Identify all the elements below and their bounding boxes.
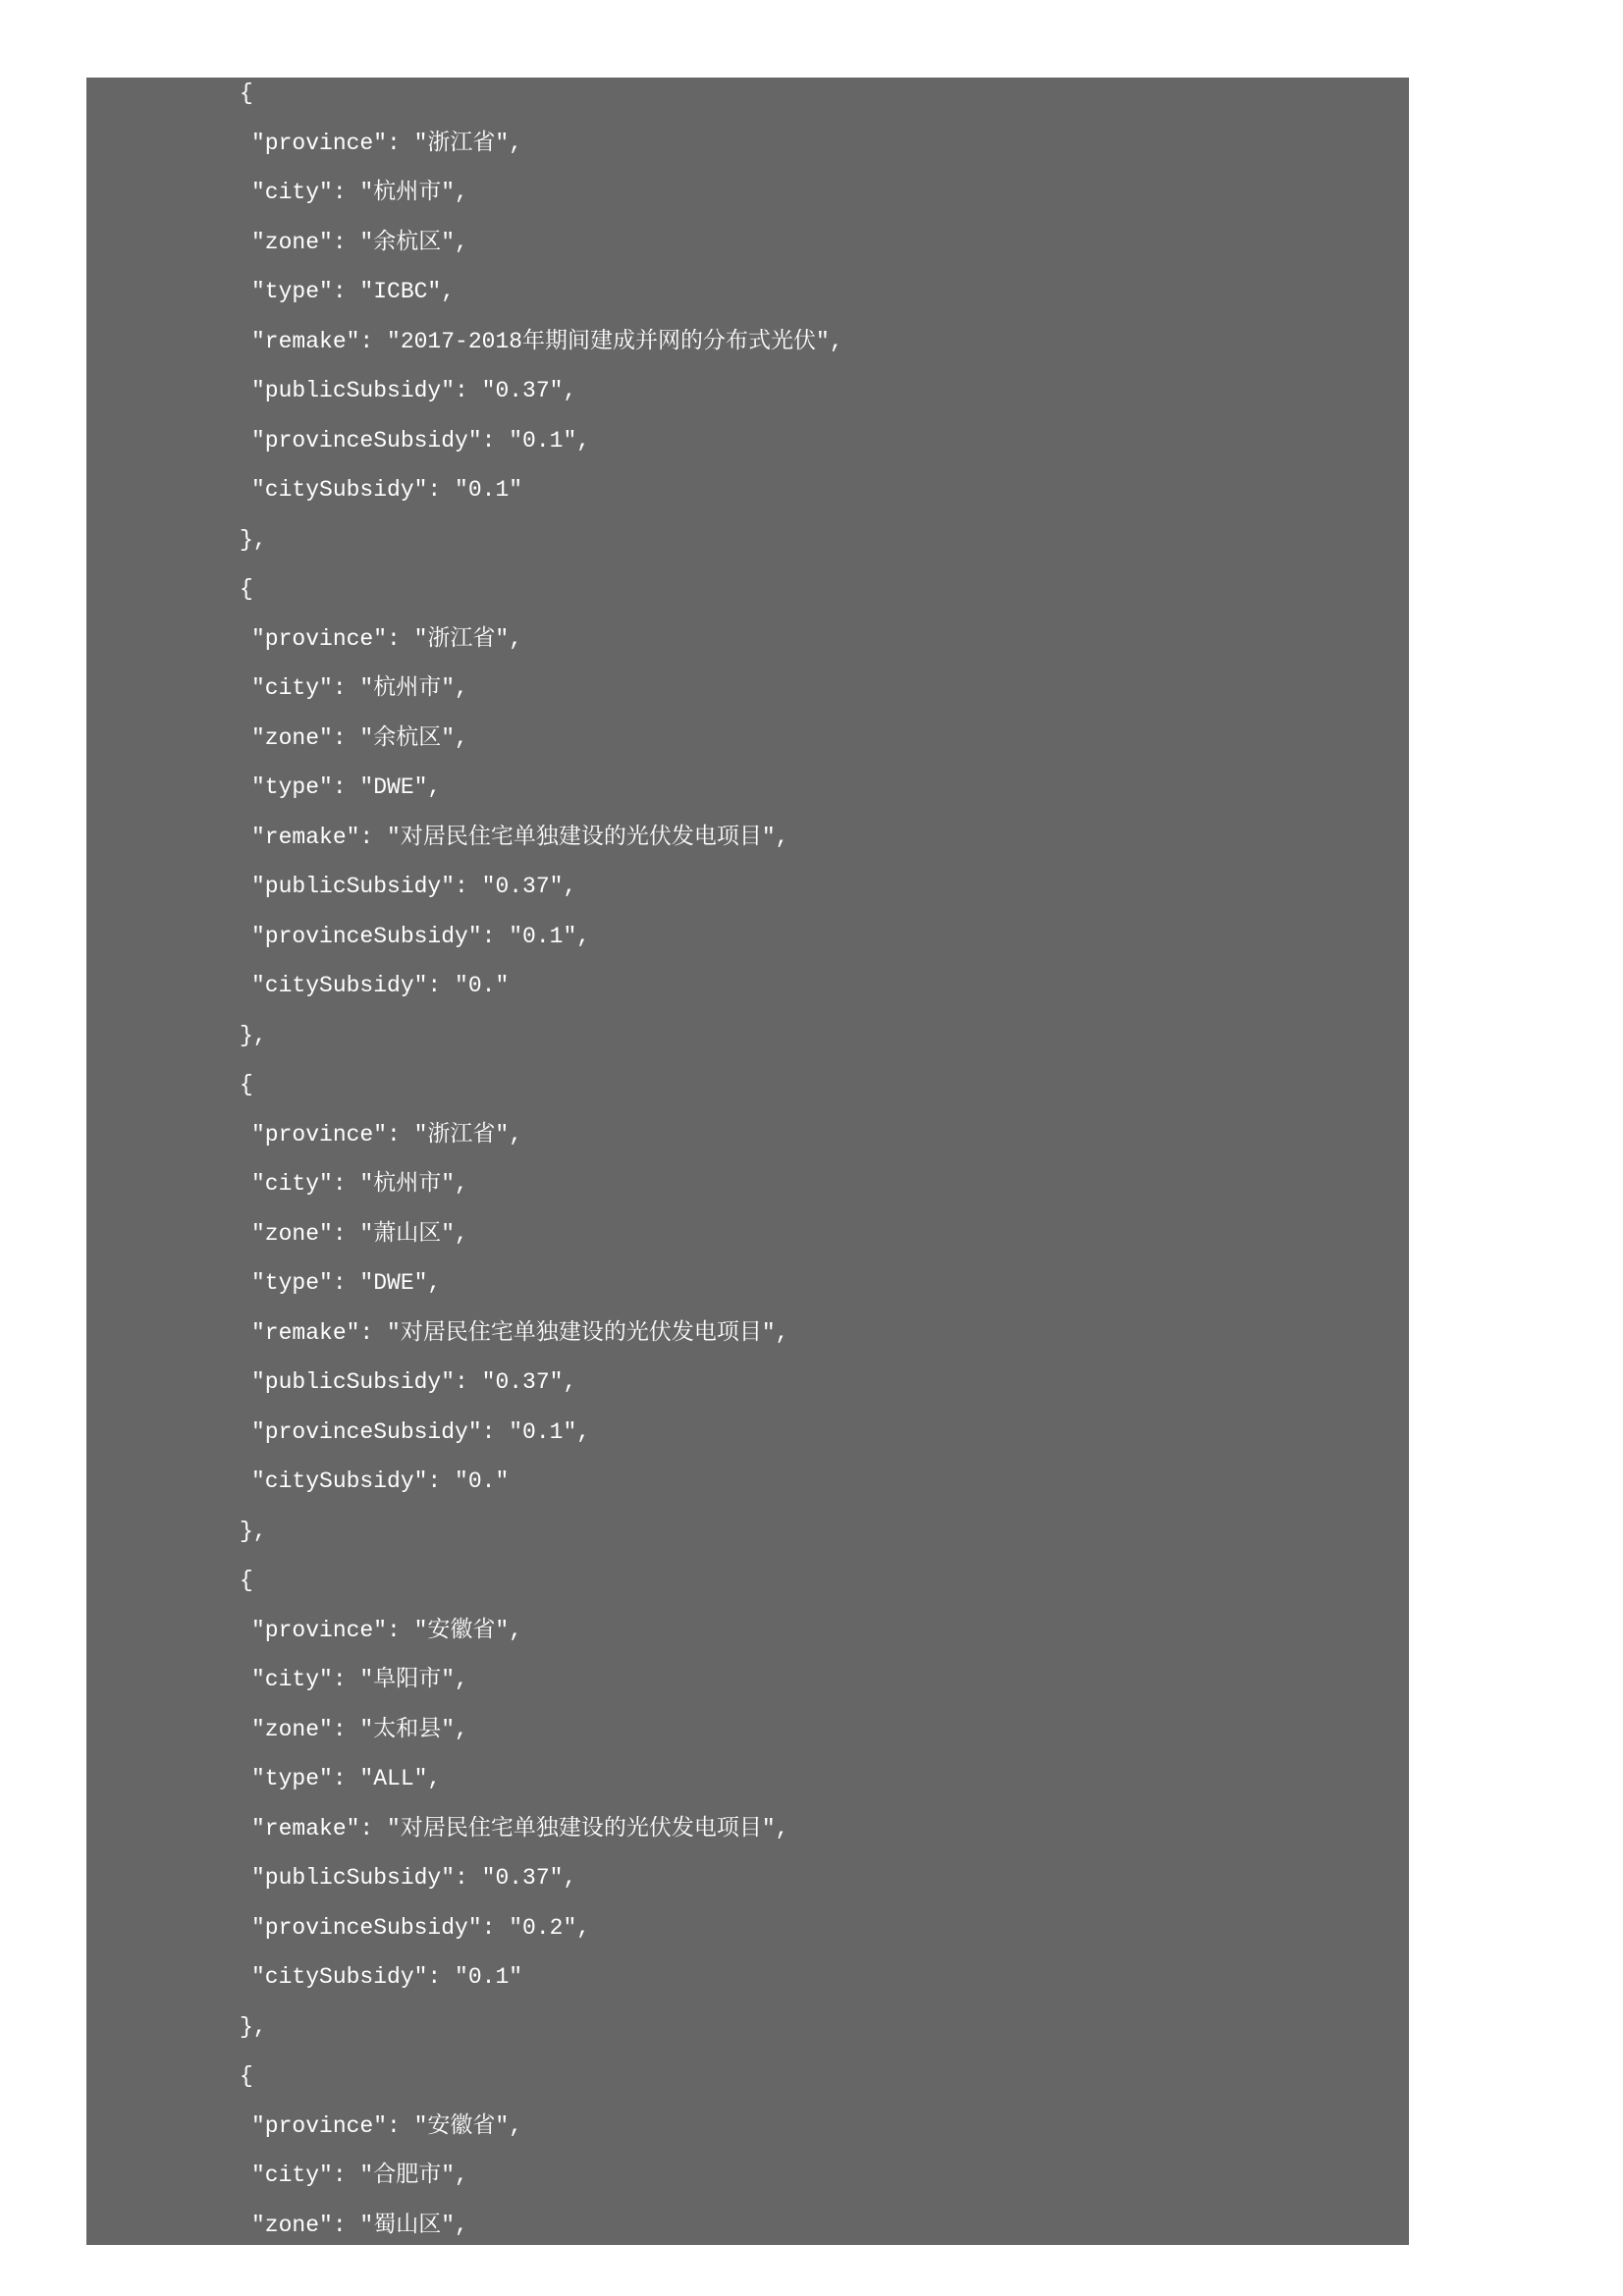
code-property-line: "type": "DWE", bbox=[251, 774, 442, 800]
code-property-line: "type": "DWE", bbox=[251, 1270, 442, 1296]
code-property-line: "publicSubsidy": "0.37", bbox=[251, 378, 577, 403]
code-property-line: "citySubsidy": "0." bbox=[251, 973, 510, 998]
code-property-line: "city": "杭州市", bbox=[251, 180, 468, 205]
code-brace-line: { bbox=[240, 1568, 253, 1593]
code-property-line: "citySubsidy": "0." bbox=[251, 1468, 510, 1494]
code-property-line: "type": "ICBC", bbox=[251, 279, 456, 304]
code-property-line: "publicSubsidy": "0.37", bbox=[251, 1865, 577, 1891]
code-property-line: "publicSubsidy": "0.37", bbox=[251, 874, 577, 899]
code-brace-line: { bbox=[240, 2063, 253, 2089]
code-property-line: "city": "阜阳市", bbox=[251, 1667, 468, 1692]
code-property-line: "zone": "余杭区", bbox=[251, 229, 468, 255]
code-property-line: "provinceSubsidy": "0.1", bbox=[251, 1418, 591, 1445]
code-property-line: "city": "合肥市", bbox=[251, 2163, 468, 2188]
code-brace-line: { bbox=[240, 576, 253, 602]
code-property-line: "provinceSubsidy": "0.2", bbox=[251, 1914, 591, 1941]
code-property-line: "city": "杭州市", bbox=[251, 1171, 468, 1197]
code-property-line: "publicSubsidy": "0.37", bbox=[251, 1369, 577, 1395]
code-property-line: "city": "杭州市", bbox=[251, 675, 468, 701]
code-property-line: "zone": "余杭区", bbox=[251, 724, 468, 751]
code-brace-line: }, bbox=[240, 1022, 267, 1048]
code-property-line: "province": "安徽省", bbox=[251, 2112, 523, 2139]
code-brace-line: { bbox=[240, 80, 253, 106]
code-brace-line: { bbox=[240, 1072, 253, 1097]
code-property-line: "provinceSubsidy": "0.1", bbox=[251, 427, 591, 454]
code-property-line: "remake": "对居民住宅单独建设的光伏发电项目", bbox=[251, 1319, 789, 1346]
code-property-line: "remake": "2017-2018年期间建成并网的分布式光伏", bbox=[251, 328, 843, 354]
code-brace-line: }, bbox=[240, 1518, 267, 1544]
code-property-line: "provinceSubsidy": "0.1", bbox=[251, 923, 591, 949]
code-property-line: "citySubsidy": "0.1" bbox=[251, 477, 523, 503]
code-property-line: "remake": "对居民住宅单独建设的光伏发电项目", bbox=[251, 824, 789, 850]
code-property-line: "province": "浙江省", bbox=[251, 130, 523, 156]
code-property-line: "province": "浙江省", bbox=[251, 625, 523, 652]
code-brace-line: }, bbox=[240, 526, 267, 553]
code-property-line: "zone": "蜀山区", bbox=[251, 2212, 468, 2238]
code-property-line: "zone": "萧山区", bbox=[251, 1220, 468, 1247]
code-property-line: "zone": "太和县", bbox=[251, 1716, 468, 1742]
code-block bbox=[86, 78, 1409, 2245]
code-property-line: "province": "浙江省", bbox=[251, 1121, 523, 1148]
code-brace-line: }, bbox=[240, 2013, 267, 2040]
code-property-line: "type": "ALL", bbox=[251, 1766, 442, 1791]
code-property-line: "province": "安徽省", bbox=[251, 1617, 523, 1643]
code-property-line: "remake": "对居民住宅单独建设的光伏发电项目", bbox=[251, 1815, 789, 1842]
code-property-line: "citySubsidy": "0.1" bbox=[251, 1964, 523, 1990]
